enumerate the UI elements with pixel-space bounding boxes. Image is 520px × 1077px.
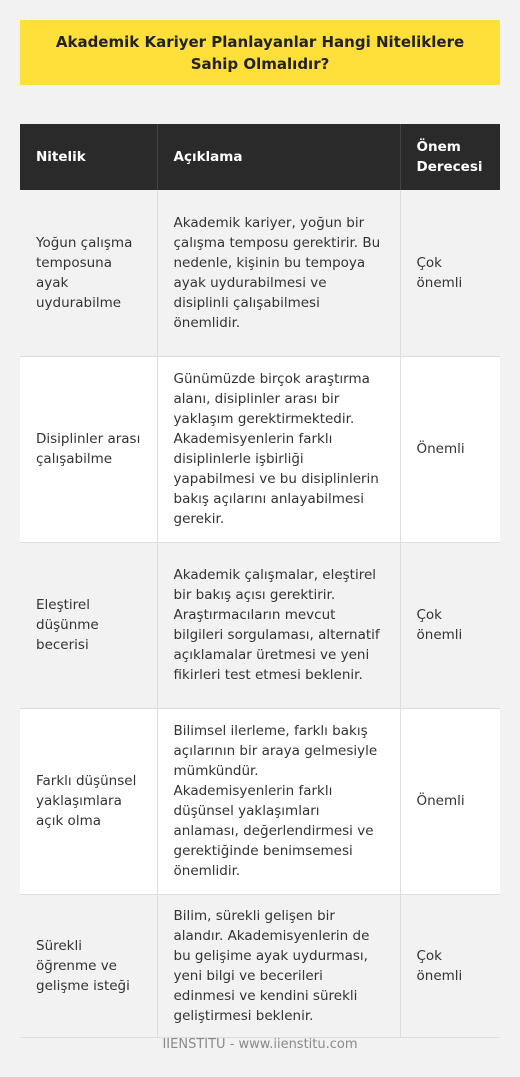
description-cell: Akademik çalışmalar, eleştirel bir bakış açısı gerektirir. Araştırmacıların mevcut bilgileri sorgulaması, alternatif açıklamalar üretmesi ve yeni fikirleri test etmesi beklenir.	[157, 542, 400, 708]
description-cell: Bilimsel ilerleme, farklı bakış açılarının bir araya gelmesiyle mümkündür. Akademisyenlerin farklı düşünsel yaklaşımları anlaması, değerlendirmesi ve gerektiğinde benimsemesi önemlidir.	[157, 708, 400, 894]
description-cell: Günümüzde birçok araştırma alanı, disiplinler arası bir yaklaşım gerektirmektedir. Akademisyenlerin farklı disiplinlerle işbirliği yapabilmesi ve bu disiplinlerin bakış açılarını anlayabilmesi gerekir.	[157, 356, 400, 542]
description-cell: Akademik kariyer, yoğun bir çalışma temposu gerektirir. Bu nedenle, kişinin bu tempoya ayak uydurabilmesi ve disiplinli çalışabilmesi önemlidir.	[157, 190, 400, 356]
footer-source: IIENSTITU - www.iienstitu.com	[162, 1037, 358, 1052]
table-row	[20, 708, 500, 894]
table-row	[20, 356, 500, 542]
trait-cell: Sürekli öğrenme ve gelişme isteği	[20, 894, 157, 1037]
trait-cell: Eleştirel düşünme becerisi	[20, 542, 157, 708]
trait-cell: Disiplinler arası çalışabilme	[20, 356, 157, 542]
traits-table	[20, 124, 500, 1038]
header-description: Açıklama	[157, 124, 400, 190]
importance-cell: Önemli	[400, 708, 500, 894]
header-trait: Nitelik	[20, 124, 157, 190]
importance-cell: Çok önemli	[400, 894, 500, 1037]
page-title: Akademik Kariyer Planlayanlar Hangi Niteliklere Sahip Olmalıdır?	[55, 32, 465, 73]
table-row	[20, 190, 500, 356]
trait-cell: Yoğun çalışma temposuna ayak uydurabilme	[20, 190, 157, 356]
importance-cell: Çok önemli	[400, 542, 500, 708]
table-row	[20, 894, 500, 1037]
title-banner	[20, 20, 500, 85]
importance-cell: Önemli	[400, 356, 500, 542]
header-importance: Önem Derecesi	[400, 124, 500, 190]
trait-cell: Farklı düşünsel yaklaşımlara açık olma	[20, 708, 157, 894]
table-header-row	[20, 124, 500, 190]
table-row	[20, 542, 500, 708]
importance-cell: Çok önemli	[400, 190, 500, 356]
description-cell: Bilim, sürekli gelişen bir alandır. Akademisyenlerin de bu gelişime ayak uydurması, yeni bilgi ve becerileri edinmesi ve kendini sürekli geliştirmesi beklenir.	[157, 894, 400, 1037]
